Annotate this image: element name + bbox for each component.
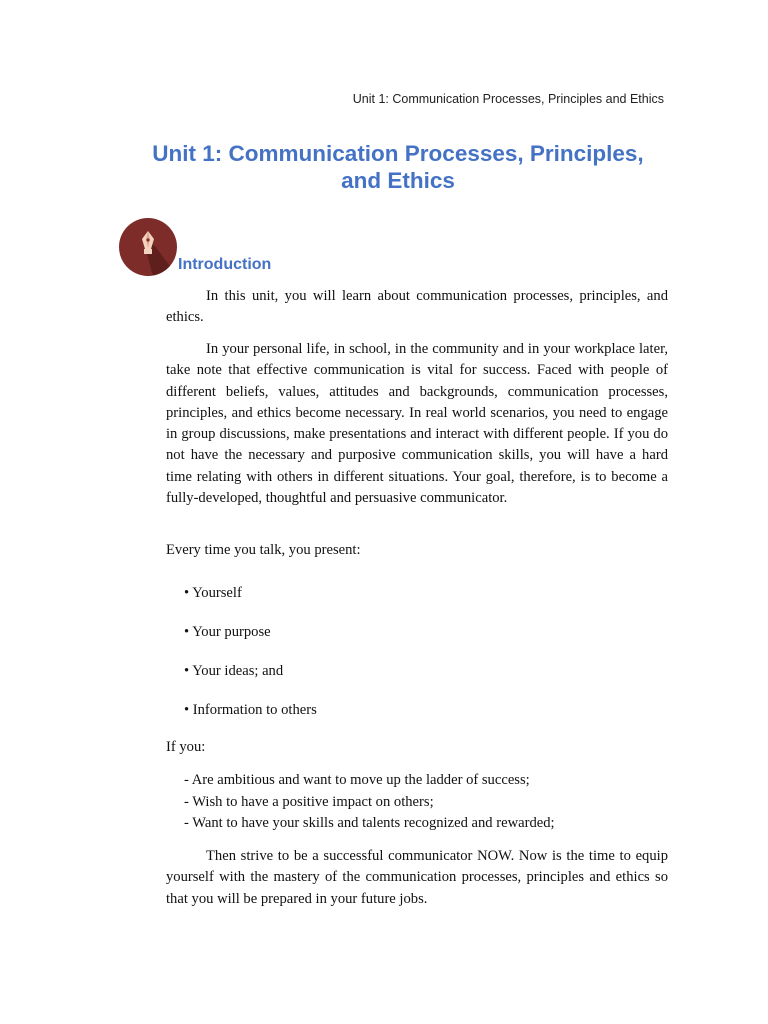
pen-nib-icon	[119, 218, 177, 276]
running-header: Unit 1: Communication Processes, Principles and Ethics	[352, 92, 664, 106]
list-item: - Wish to have a positive impact on others;	[184, 793, 434, 810]
intro-paragraph-2-text: In your personal life, in school, in the community and in your workplace later, take note that effective communication is vital for success. Faced with people of different beliefs, values, attitudes and backgrounds, communication processes, principles, and ethics become necessary. In real world scenarios, you need to engage in group discussions, make presentations and interact with different people. If you do not have the necessary and purposive communication skills, you will have a hard time relating with others in different situations. Your goal, therefore, is to become a fully-developed, thoughtful and persuasive communicator.	[166, 341, 668, 507]
list-item: • Information to others	[184, 702, 317, 718]
every-time-line: Every time you talk, you present:	[166, 542, 361, 558]
present-list	[184, 583, 317, 739]
closing-paragraph	[166, 846, 668, 910]
introduction-heading: Introduction	[178, 256, 272, 273]
intro-paragraph-1	[166, 286, 668, 329]
closing-paragraph-text: Then strive to be a successful communicator NOW. Now is the time to equip yourself with the mastery of the communication processes, principles and ethics so that you will be prepared in your future jobs.	[166, 848, 668, 907]
intro-paragraph-1-text: In this unit, you will learn about communication processes, principles, and ethics.	[166, 288, 668, 326]
list-item: - Want to have your skills and talents recognized and rewarded;	[184, 815, 555, 831]
list-item: • Yourself	[184, 585, 242, 601]
list-item: • Your purpose	[184, 624, 271, 640]
page-title-line-1: Unit 1: Communication Processes, Principles,	[152, 141, 644, 166]
page-title	[110, 140, 686, 194]
page-title-line-2: and Ethics	[341, 168, 455, 193]
if-you-list	[184, 770, 555, 835]
list-item: • Your ideas; and	[184, 663, 284, 679]
if-you-line: If you:	[166, 739, 206, 755]
introduction-badge	[119, 218, 177, 276]
list-item: - Are ambitious and want to move up the ladder of success;	[184, 772, 530, 788]
intro-paragraph-2	[166, 339, 668, 509]
